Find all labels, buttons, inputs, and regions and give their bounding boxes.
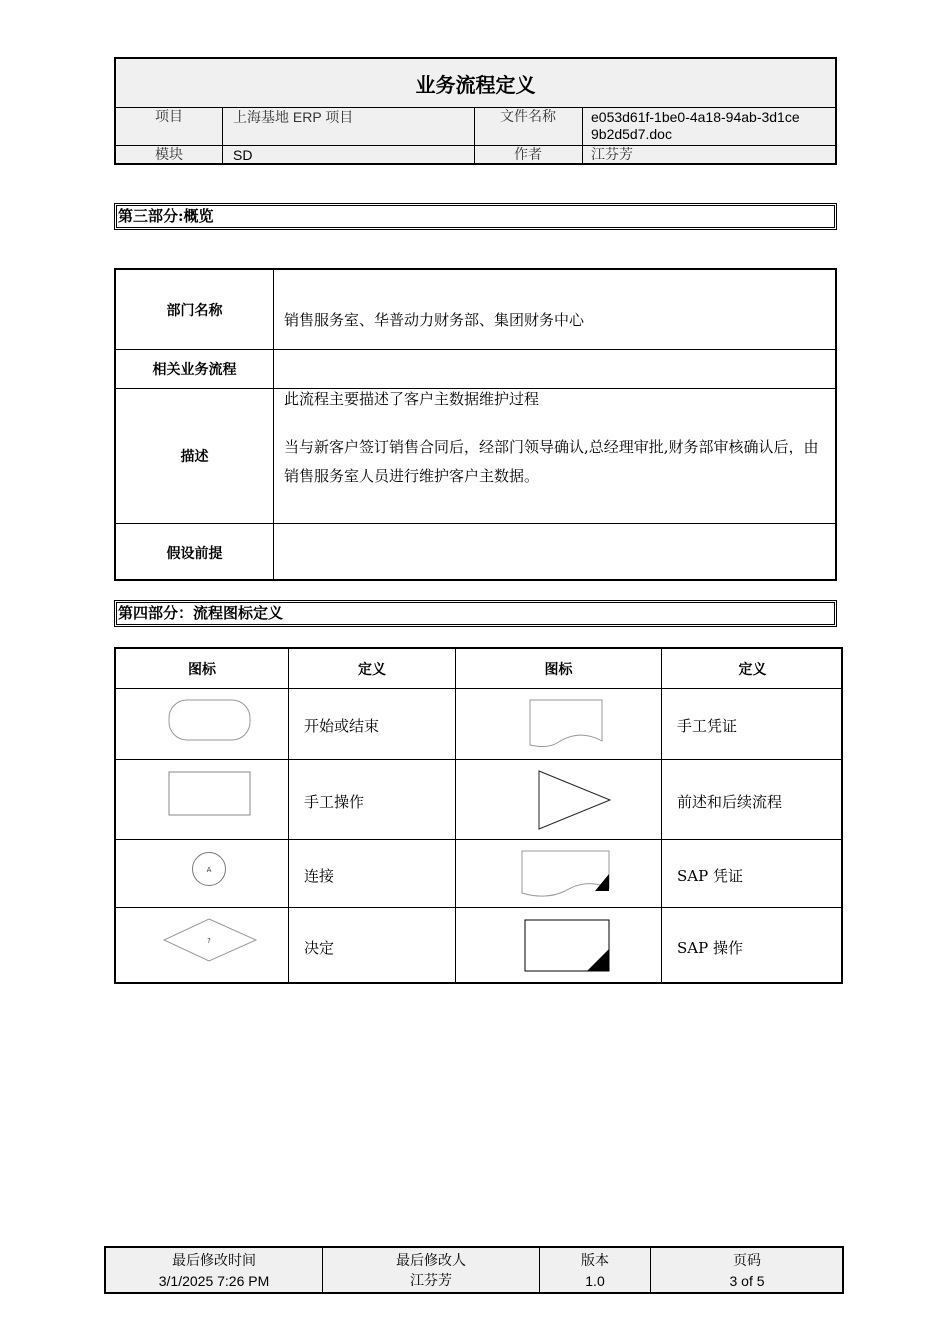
header-icon-2: 图标 [544, 662, 573, 678]
project-value: 上海基地 ERP 项目 [233, 109, 354, 125]
process-rectangle-icon [168, 771, 252, 817]
icon-definition-table [114, 647, 843, 984]
divider [116, 907, 841, 908]
connector-circle-icon [191, 851, 229, 889]
definition-sap-operation: SAP 操作 [677, 939, 743, 957]
modified-time-value: 3/1/2025 7:26 PM [158, 1273, 270, 1289]
divider [116, 145, 835, 146]
desc-label: 描述 [116, 389, 274, 523]
divider [288, 649, 289, 982]
dept-label: 部门名称 [116, 270, 274, 349]
footer-modified-by [323, 1248, 539, 1292]
footer-page [651, 1248, 843, 1292]
footer-version [540, 1248, 650, 1292]
assume-row [116, 524, 835, 581]
section-four-heading: 第四部分：流程图标定义 [114, 600, 837, 627]
modified-by-value: 江芬芳 [410, 1273, 452, 1289]
module-label: 模块 [155, 147, 183, 163]
author-value: 江芬芳 [591, 147, 633, 163]
dept-row [116, 270, 835, 350]
definition-pre-post-process: 前述和后续流程 [677, 793, 783, 811]
divider [455, 649, 456, 982]
page-value: 3 of 5 [729, 1273, 765, 1289]
definition-sap-document: SAP 凭证 [677, 867, 743, 885]
definition-connector: 连接 [304, 867, 335, 885]
assume-label: 假设前提 [116, 524, 274, 581]
page-label: 页码 [733, 1253, 761, 1269]
filename-value: e053d61f-1be0-4a18-94ab-3d1ce9b2d5d7.doc [591, 109, 800, 142]
version-label: 版本 [581, 1253, 609, 1269]
terminator-shape-icon [168, 699, 252, 743]
manual-document-shape-icon [529, 699, 605, 751]
modified-time-label: 最后修改时间 [172, 1253, 256, 1269]
definition-decision: 决定 [304, 939, 335, 957]
section-three-heading: 第三部分:概览 [114, 203, 837, 230]
definition-manual-document: 手工凭证 [677, 717, 738, 735]
decision-diamond-icon [163, 918, 259, 964]
document-title: 业务流程定义 [116, 59, 835, 108]
overview-table [114, 268, 837, 581]
filename-label: 文件名称 [500, 109, 556, 125]
dept-value: 销售服务室、华普动力财务部、集团财务中心 [284, 311, 585, 329]
divider [116, 839, 841, 840]
divider [222, 107, 223, 163]
header-def-2: 定义 [738, 662, 767, 678]
divider [582, 107, 583, 163]
divider [116, 759, 841, 760]
version-value: 1.0 [585, 1273, 605, 1289]
definition-manual-operation: 手工操作 [304, 793, 365, 811]
document-footer [104, 1246, 844, 1294]
connector-letter: A [206, 866, 212, 874]
desc-line-1: 此流程主要描述了客户主数据维护过程 [284, 390, 540, 408]
related-label: 相关业务流程 [116, 350, 274, 388]
sap-document-icon [521, 850, 613, 898]
author-label: 作者 [514, 147, 542, 163]
desc-row [116, 389, 835, 524]
module-value: SD [233, 147, 253, 163]
desc-line-2: 当与新客户签订销售合同后，经部门领导确认,总经理审批,财务部审核确认后，由销售服务室人员进行维护客户主数据。 [284, 438, 819, 485]
footer-modified-time [106, 1248, 322, 1292]
decision-mark: ? [207, 937, 211, 945]
related-row [116, 350, 835, 389]
sap-operation-icon [524, 919, 612, 975]
definition-start-end: 开始或结束 [304, 717, 380, 735]
project-label: 项目 [155, 109, 183, 125]
modified-by-label: 最后修改人 [396, 1253, 466, 1269]
header-def-1: 定义 [358, 662, 386, 678]
document-header [114, 57, 837, 165]
header-icon-1: 图标 [188, 662, 216, 678]
divider [661, 649, 662, 982]
triangle-connector-icon [538, 770, 614, 832]
